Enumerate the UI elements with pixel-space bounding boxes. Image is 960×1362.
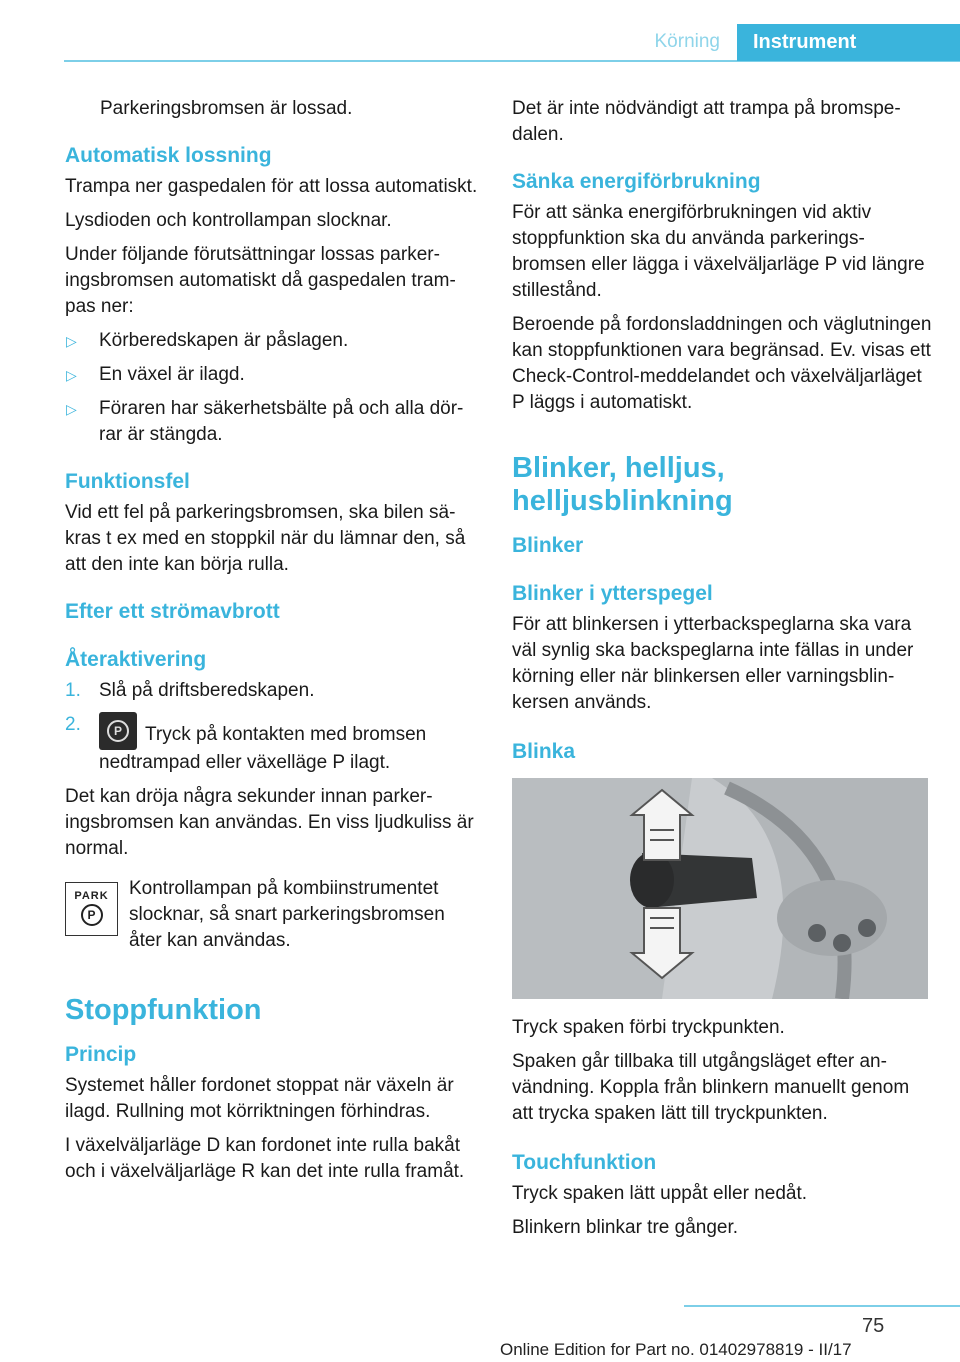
park-indicator-icon: PARK P	[65, 882, 118, 936]
list-item: ▷ En växel är ilagd.	[65, 362, 480, 388]
auto-release-text-1: Trampa ner gaspedalen för att lossa automatiskt.	[65, 176, 478, 197]
heading-turn-signal: Blinker	[512, 534, 584, 557]
triangle-bullet-icon: ▷	[66, 333, 77, 349]
edition-footer: Online Edition for Part no. 01402978819 - II/17	[500, 1340, 852, 1359]
reduce-energy-text-1: För att sänka energiförbrukningen vid aktiv stoppfunktion ska du använda parkeringsbromsen eller lägga i växelväljarläge P vid längre stillestånd.	[512, 202, 925, 301]
conditions-list	[65, 328, 480, 448]
heading-stop-function: Stoppfunktion	[65, 994, 262, 1026]
reduce-energy-text-2: Beroende på fordonsladdningen och väglutningen kan stoppfunktionen vara begränsad. Ev. visas ett Check-Control-meddelandet och växelväljarläget P läggs i automatiskt.	[512, 314, 932, 413]
step-number: 2.	[65, 714, 81, 735]
heading-automatic-release: Automatisk lossning	[65, 144, 272, 167]
turn-signal-lever-illustration	[512, 778, 928, 999]
list-item: ▷ Föraren har säkerhetsbälte på och alla dörrar är stängda.	[66, 398, 464, 445]
reactivation-steps	[65, 678, 480, 776]
step-number: 1.	[65, 680, 81, 701]
parking-brake-button-icon: P	[99, 712, 137, 750]
heading-malfunction: Funktionsfel	[65, 470, 190, 493]
left-column	[65, 96, 480, 1193]
heading-reduce-energy: Sänka energiförbrukning	[512, 170, 761, 193]
auto-release-text-3: Under följande förutsättningar lossas parkeringsbromsen automatiskt då gaspedalen trampas ner:	[65, 244, 456, 317]
heading-after-power-failure: Efter ett strömavbrott	[65, 600, 280, 623]
signal-text-1: Tryck spaken förbi tryckpunkten.	[512, 1017, 785, 1038]
triangle-bullet-icon: ▷	[66, 401, 77, 417]
triangle-bullet-icon: ▷	[66, 367, 77, 383]
section-tab-korning[interactable]: Körning	[654, 31, 720, 52]
heading-reactivation: Återaktivering	[65, 648, 207, 671]
park-indicator-text: Kontrollampan på kombiinstrumentet slocknar, så snart parkeringsbromsen åter kan användas.	[129, 878, 445, 951]
malfunction-text: Vid ett fel på parkeringsbromsen, ska bilen säkras t ex med en stoppkil när du lämnar den, så att den inte kan börja rulla.	[65, 502, 466, 575]
list-item: ▷ Körberedskapen är påslagen.	[65, 328, 480, 354]
list-item: 1. Slå på driftsberedskapen.	[65, 678, 480, 704]
principle-text-2: I växelväljarläge D kan fordonet inte rulla bakåt och i växelväljarläge R kan det inte rulla framåt.	[65, 1135, 465, 1182]
heading-touch-function: Touchfunktion	[512, 1151, 657, 1174]
heading-principle: Princip	[65, 1043, 137, 1066]
auto-release-text-2: Lysdioden och kontrollampan slocknar.	[65, 210, 392, 231]
heading-mirror-signal: Blinker i ytterspegel	[512, 582, 713, 605]
list-item: 2. P Tryck på kontakten med bromsen nedtrampad eller växelläge P ilagt.	[65, 714, 427, 773]
brake-released-text: Parkeringsbromsen är lossad.	[100, 98, 353, 119]
footer-rule	[684, 1305, 960, 1307]
brake-pedal-text: Det är inte nödvändigt att trampa på bromspedalen.	[512, 98, 901, 145]
right-column	[512, 96, 932, 1249]
heading-turn-signal-highbeam: Blinker, helljus, helljusblinkning	[512, 452, 733, 517]
park-indicator-note	[65, 876, 480, 954]
delay-text: Det kan dröja några sekunder innan parkeringsbromsen kan användas. En viss ljudkuliss är normal.	[65, 786, 474, 859]
page-number: 75	[862, 1315, 885, 1337]
principle-text-1: Systemet håller fordonet stoppat när växeln är ilagd. Rullning mot körriktningen förhindras.	[65, 1075, 454, 1122]
touch-text-2: Blinkern blinkar tre gånger.	[512, 1217, 739, 1238]
heading-signal: Blinka	[512, 740, 576, 763]
section-tab-instrument[interactable]: Instrument	[737, 24, 960, 61]
signal-text-2: Spaken går tillbaka till utgångsläget efter användning. Koppla från blinkern manuellt genom att trycka spaken lätt till tryckpunkten.	[512, 1051, 910, 1124]
mirror-signal-text: För att blinkersen i ytterbackspeglarna ska vara väl synlig ska backspeglarna inte fällas in under körning eller när blinkersen eller varningsblinkersen används.	[512, 614, 914, 713]
touch-text-1: Tryck spaken lätt uppåt eller nedåt.	[512, 1183, 808, 1204]
